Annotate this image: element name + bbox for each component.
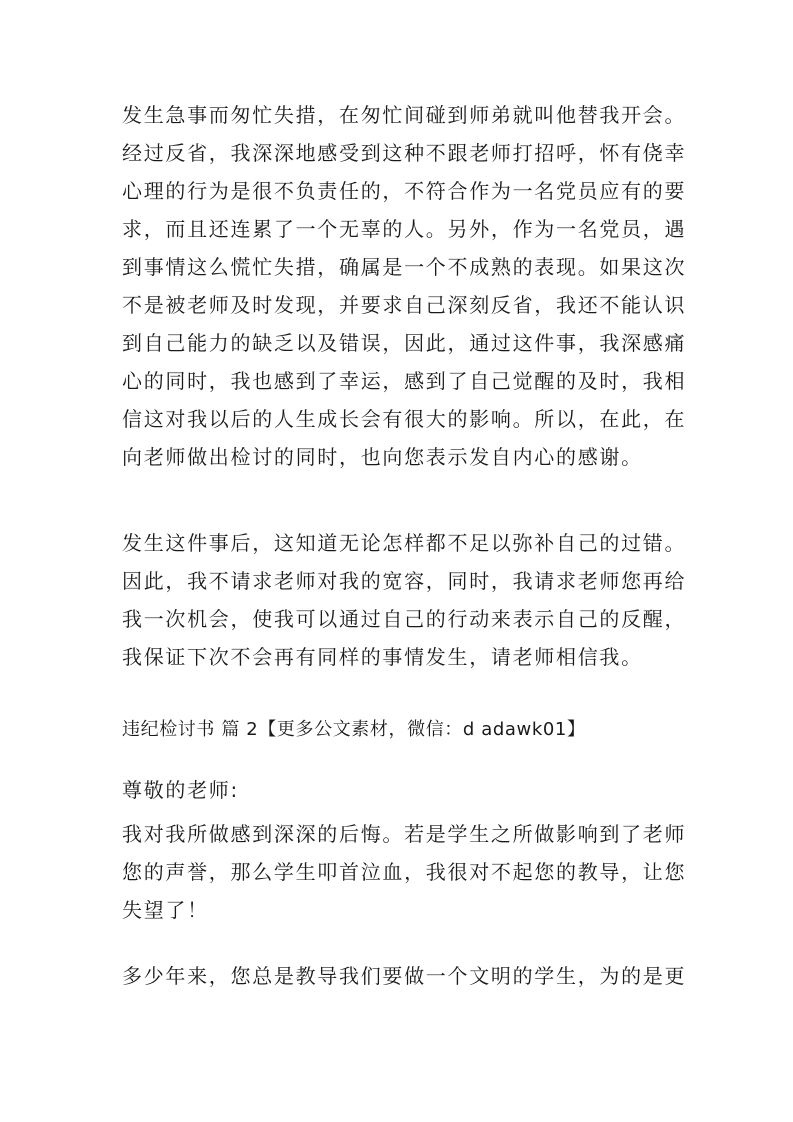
section-heading-text: 违纪检讨书 篇 2【更多公文素材，微信：d adawk01】 (122, 719, 586, 740)
text-line: 向老师做出检讨的同时，也向您表示发自内心的感谢。 (122, 445, 643, 469)
paragraph-2 (122, 524, 687, 676)
paragraph-1 (122, 96, 687, 476)
text-line: 心的同时，我也感到了幸运，感到了自己觉醒的及时，我相 (122, 369, 687, 393)
text-line: 发生这件事后，这知道无论怎样都不足以弥补自己的过错。 (122, 531, 687, 555)
text-line: 求，而且还连累了一个无辜的人。另外，作为一名党员，遇 (122, 217, 687, 241)
salutation (122, 771, 674, 809)
text-line: 到自己能力的缺乏以及错误，因此，通过这件事，我深感痛 (122, 331, 687, 355)
paragraph-3 (122, 815, 687, 929)
text-line: 您的声誉，那么学生叩首泣血，我很对不起您的教导，让您 (122, 860, 687, 884)
text-line: 不是被老师及时发现，并要求自己深刻反省，我还不能认识 (122, 293, 687, 317)
text-line: 多少年来，您总是教导我们要做一个文明的学生，为的是更 (122, 964, 687, 988)
text-line: 我保证下次不会再有同样的事情发生，请老师相信我。 (122, 645, 643, 669)
text-line: 因此，我不请求老师对我的宽容，同时，我请求老师您再给 (122, 569, 687, 593)
text-line: 经过反省，我深深地感受到这种不跟老师打招呼，怀有侥幸 (122, 141, 687, 165)
text-line: 信这对我以后的人生成长会有很大的影响。所以，在此，在 (122, 407, 687, 431)
text-line: 到事情这么慌忙失措，确属是一个不成熟的表现。如果这次 (122, 255, 687, 279)
text-line: 我一次机会，使我可以通过自己的行动来表示自己的反醒， (122, 607, 687, 631)
section-heading (122, 716, 674, 744)
text-line: 失望了！ (122, 898, 209, 922)
salutation-text: 尊敬的老师: (122, 778, 239, 802)
text-line: 心理的行为是很不负责任的，不符合作为一名党员应有的要 (122, 179, 687, 203)
text-line: 发生急事而匆忙失措，在匆忙间碰到师弟就叫他替我开会。 (122, 103, 687, 127)
text-line: 我对我所做感到深深的后悔。若是学生之所做影响到了老师 (122, 822, 687, 846)
paragraph-4 (122, 957, 687, 995)
